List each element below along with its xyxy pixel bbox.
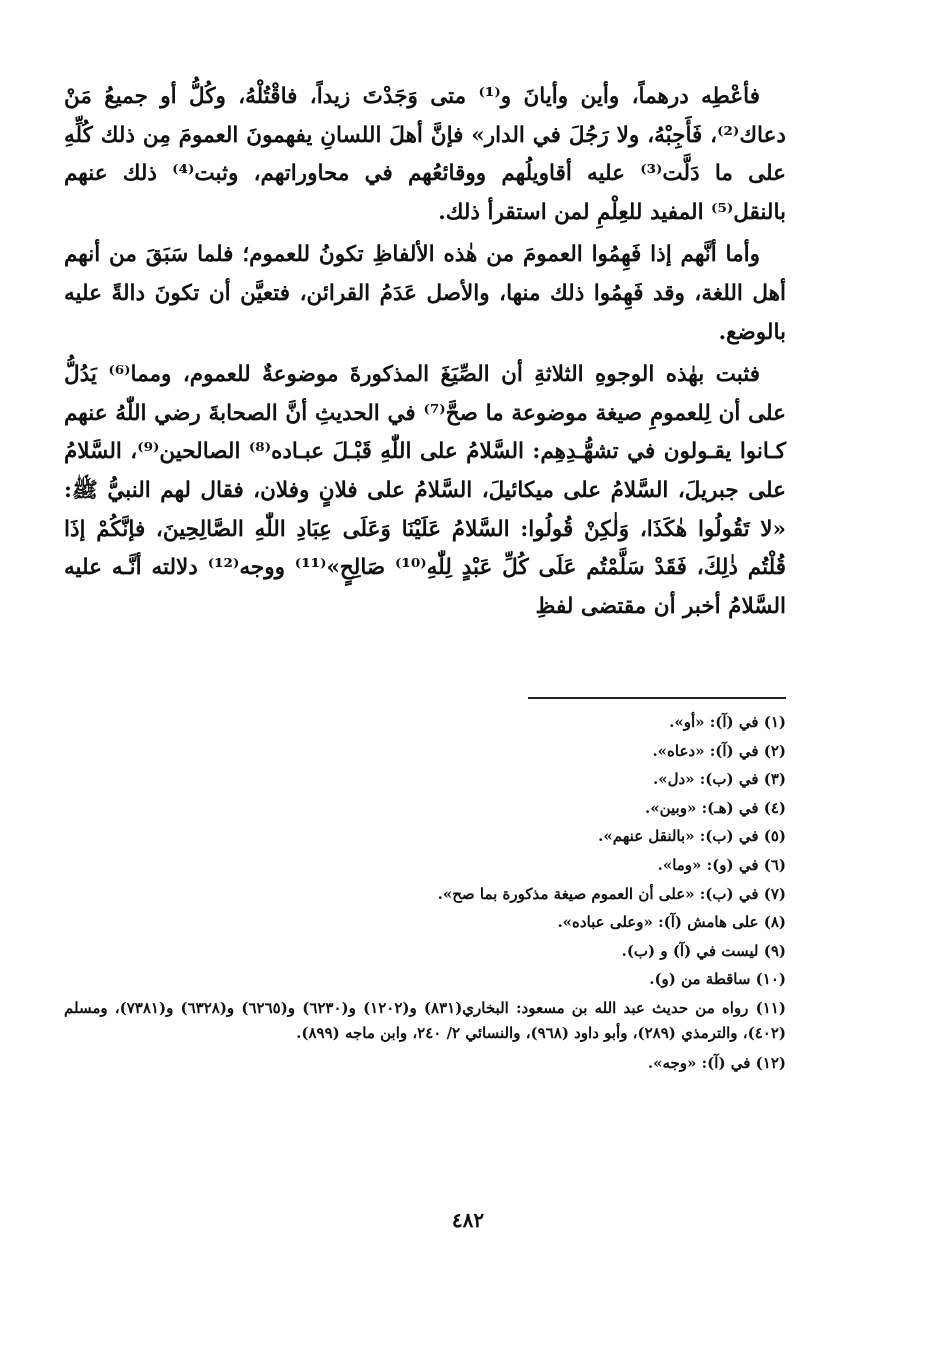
footnote-7: (٧) في (ب): «على أن العموم صيغة مذكورة بما صح». — [437, 884, 786, 903]
paragraph-1: فأعْطِه درهماً، وأين وأيانَ و⁽¹⁾ متى وَجَدْتَ زيداً، فاقْتُلْهُ، وكُلُّ أو جميعُ مَنْ دعاك⁽²⁾، فَأَجِبْهُ، ولا رَجُلَ في الدار» فإنَّ أهلَ اللسانِ يفهمونَ العمومَ مِن ذلك كُلِّهِ على ما دَلَّت⁽³⁾ عليه أقاويلُهم ووقائعُهم في محاوراتهم، وثبت⁽⁴⁾ ذلك عنهم بالنقل⁽⁵⁾ المفيد للعِلْمِ لمن استقرأ ذلك. — [64, 84, 786, 225]
footnote-12: (١٢) في (آ): «وجه». — [647, 1053, 786, 1072]
footnote-2: (٢) في (آ): «دعاه». — [652, 741, 786, 760]
footnote-10: (١٠) ساقطة من (و). — [649, 970, 786, 989]
footnote-3: (٣) في (ب): «دل». — [652, 770, 786, 789]
footnote-9: (٩) ليست في (آ) و (ب). — [621, 941, 786, 960]
footnotes — [64, 708, 786, 1078]
main-text — [64, 78, 786, 626]
footnote-4: (٤) في (هـ): «وبين». — [645, 798, 786, 817]
page-number: ٤٨٢ — [451, 1208, 485, 1232]
paragraph-3: فثبت بهٰذه الوجوهِ الثلاثةِ أن الصِّيَغَ المذكورةَ موضوعةٌ للعموم، ومما⁽⁶⁾ يَدُلُّ على أن لِلعمومِ صيغة موضوعة ما صحَّ⁽⁷⁾ في الحديثِ أنَّ الصحابةَ رضي اللّٰهُ عنهم كـانوا يقـولون في تشهُّـدِهِم: السَّلامُ على اللّٰهِ قَبْـلَ عبـاده⁽⁸⁾ الصالحين⁽⁹⁾، السَّلامُ على جبريلَ، السَّلامُ على ميكائيلَ، السَّلامُ على فلانٍ وفلان، فقال لهم النبيُّ ﷺ: «لا تَقُولُوا هٰكَذَا، وَلٰكِنْ قُولُوا: السَّلامُ عَلَيْنَا وَعَلَى عِبَادِ اللّٰهِ الصَّالِحِينَ، فإنَّكُمْ إذَا قُلْتُم ذٰلِكَ، فَقَدْ سَلَّمْتُم عَلَى كُلِّ عَبْدٍ لِلّٰهِ⁽¹⁰⁾ صَالِحٍ»⁽¹¹⁾ ووجه⁽¹²⁾ دلالته أنَّـه عليه السَّلامُ أخبر أن مقتضى لفظِ — [64, 362, 786, 619]
footnote-5: (٥) في (ب): «بالنقل عنهم». — [598, 827, 786, 846]
footnote-6: (٦) في (و): «وما». — [657, 855, 786, 874]
footnote-11: (١١) رواه من حديث عبد الله بن مسعود: البخاري(٨٣١) و(١٢٠٢) و(٦٢٣٠) و(٦٢٦٥) و(٦٣٢٨) و(٧٣٨١)، ومسلم (٤٠٢)، والترمذي (٢٨٩)، وأبو داود (٩٦٨)، والنسائي ٢/ ٢٤٠، وابن ماجه (٨٩٩). — [64, 998, 786, 1042]
footnote-separator — [528, 697, 786, 699]
paragraph-2: وأما أنَّهم إذا فَهِمُوا العمومَ من هٰذه الألفاظِ تكونُ للعموم؛ فلما سَبَقَ من أنهم أهل اللغة، وقد فَهِمُوا ذلك منها، والأصل عَدَمُ القرائن، فتعيَّن أن تكونَ دالةً عليه بالوضع. — [64, 242, 786, 345]
footnote-1: (١) في (آ): «أو». — [669, 713, 786, 731]
footnote-8: (٨) على هامش (آ): «وعلى عباده». — [557, 913, 786, 932]
